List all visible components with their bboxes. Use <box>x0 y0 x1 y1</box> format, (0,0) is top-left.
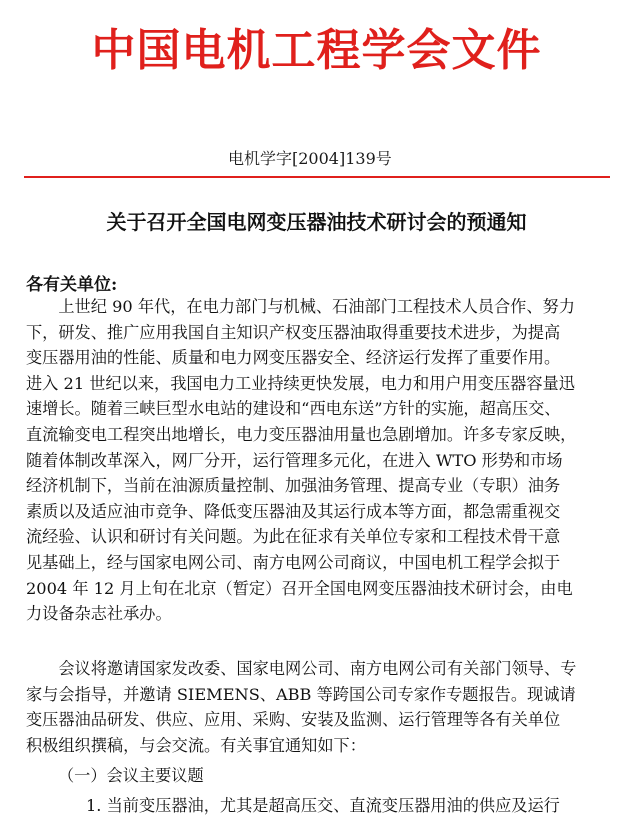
text-line: 素质以及适应油市竞争、降低变压器油及其运行成本等方面，都急需重视交 <box>26 501 561 521</box>
text-line: 进入 21 世纪以来，我国电力工业持续更快发展，电力和用户用变压器容量迅 <box>26 373 575 393</box>
text-line: 力设备杂志社承办。 <box>26 604 172 624</box>
text-line: 家与会指导，并邀请 SIEMENS、ABB 等跨国公司专家作专题报告。现诚请 <box>26 684 576 704</box>
text-line: 上世纪 90 年代，在电力部门与机械、石油部门工程技术人员合作、努力 <box>26 297 575 316</box>
list-item: 1. 当前变压器油，尤其是超高压交、直流变压器用油的供应及运行 <box>86 796 560 815</box>
text-line: 下，研发、推广应用我国自主知识产权变压器油取得重要技术进步，为提高 <box>26 322 561 342</box>
salutation: 各有关单位: <box>26 275 118 295</box>
notice-title: 关于召开全国电网变压器油技术研讨会的预通知 <box>106 210 527 234</box>
text-line: 经济机制下，当前在油源质量控制、加强油务管理、提高专业（专职）油务 <box>26 476 561 496</box>
text-line: 直流输变电工程突出地增长，电力变压器油用量也急剧增加。许多专家反映， <box>26 424 577 444</box>
body-paragraph-1 <box>26 294 606 627</box>
text-line: 会议将邀请国家发改委、国家电网公司、南方电网公司有关部门领导、专 <box>26 659 577 678</box>
text-line: 速增长。随着三峡巨型水电站的建设和“西电东送”方针的实施，超高压交、 <box>26 399 561 419</box>
document-number: 电机学字[2004]139号 <box>228 149 392 168</box>
section-heading: （一）会议主要议题 <box>58 766 204 785</box>
letterhead-divider <box>24 176 610 178</box>
document-letterhead: 中国电机工程学会文件 <box>91 25 542 76</box>
text-line: 变压器油品研发、供应、应用、采购、安装及监测、运行管理等各有关单位 <box>26 710 561 730</box>
text-line: 2004 年 12 月上旬在北京（暂定）召开全国电网变压器油技术研讨会，由电 <box>26 578 573 598</box>
text-line: 积极组织撰稿，与会交流。有关事宜通知如下： <box>26 735 366 755</box>
text-line: 流经验、认识和研讨有关问题。为此在征求有关单位专家和工程技术骨干意 <box>26 527 561 547</box>
text-line: 随着体制改革深入，网厂分开，运行管理多元化，在进入 WTO 形势和市场 <box>26 450 563 470</box>
text-line: 见基础上，经与国家电网公司、南方电网公司商议，中国电机工程学会拟于 <box>26 552 561 572</box>
text-line: 变压器用油的性能、质量和电力网变压器安全、经济运行发挥了重要作用。 <box>26 348 561 368</box>
body-paragraph-2 <box>26 656 606 758</box>
